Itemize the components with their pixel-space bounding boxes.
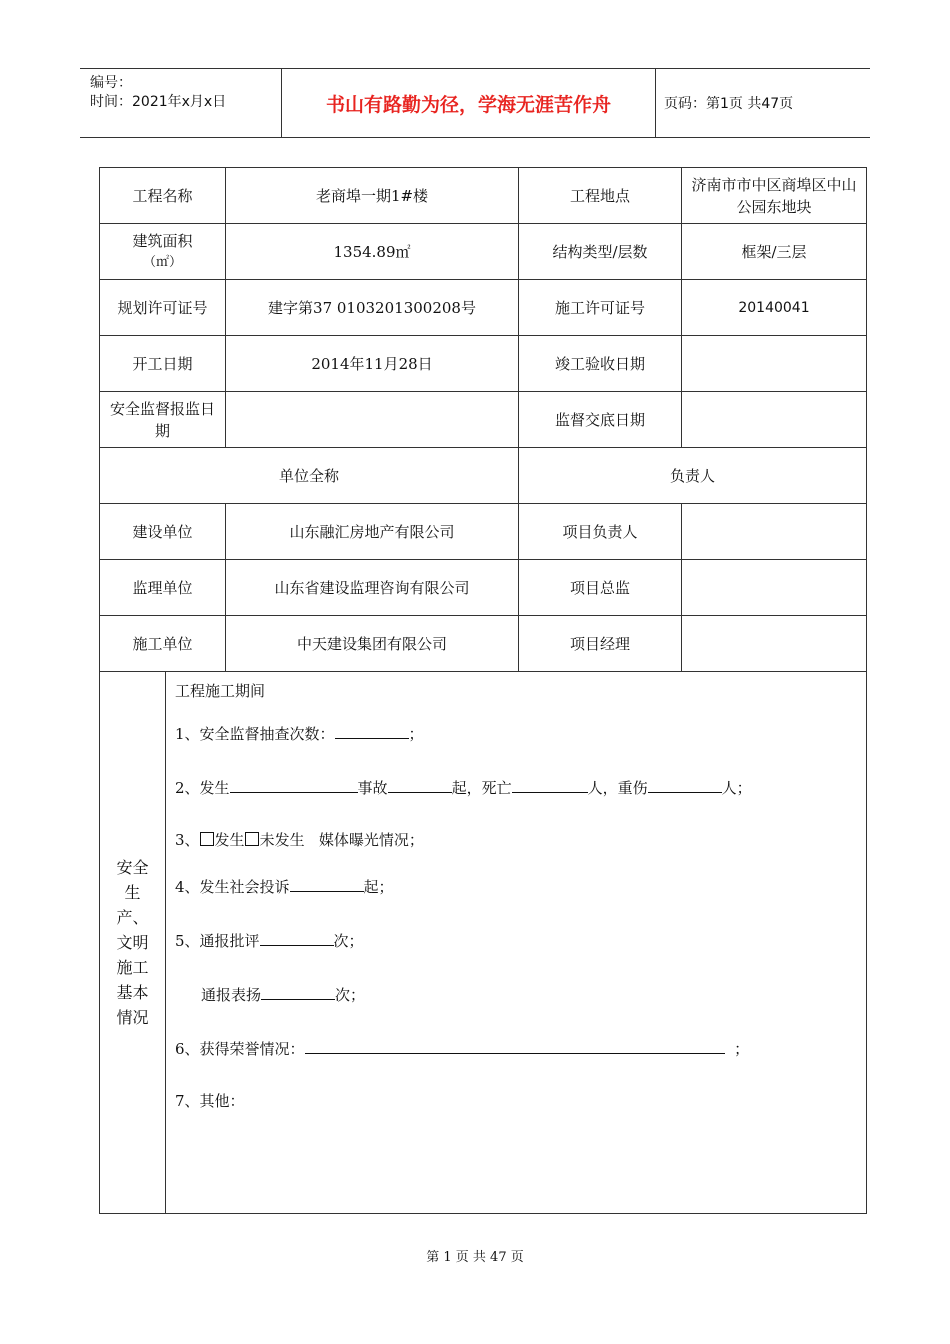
unit-name: 中天建设集团有限公司 <box>226 616 519 671</box>
side-label-line: 生 <box>124 883 141 902</box>
project-name-label: 工程名称 <box>100 168 226 223</box>
safety-content <box>166 672 866 1213</box>
item-3 <box>175 829 424 850</box>
area-unit-label: （㎡） <box>142 254 182 270</box>
item-1 <box>175 722 424 744</box>
item-1-label: 1、安全监督抽查次数： <box>175 725 335 743</box>
item-5b-label: 通报表扬 <box>201 986 262 1004</box>
item-6-end: ； <box>734 1040 750 1058</box>
item-4 <box>175 875 394 897</box>
table-row <box>100 280 866 336</box>
project-info-table <box>99 167 867 1214</box>
item-2 <box>175 776 752 798</box>
accident-type-field[interactable] <box>230 776 358 793</box>
accident-count-field[interactable] <box>388 776 452 793</box>
unit-person-role: 项目经理 <box>519 616 682 671</box>
acceptance-date-value <box>682 336 866 391</box>
table-row <box>100 392 866 448</box>
table-row <box>100 560 866 616</box>
header-motto: 书山有路勤为径，学海无涯苦作舟 <box>281 69 656 137</box>
area-value: 1354.89㎡ <box>226 224 519 279</box>
praise-count-field[interactable] <box>261 983 335 1000</box>
project-location-label: 工程地点 <box>519 168 682 223</box>
start-date-label: 开工日期 <box>100 336 226 391</box>
unit-role: 建设单位 <box>100 504 226 559</box>
table-row <box>100 224 866 280</box>
table-row <box>100 168 866 224</box>
acceptance-date-label: 竣工验收日期 <box>519 336 682 391</box>
page-footer: 第 1 页 共 47 页 <box>426 1250 524 1265</box>
honors-field[interactable] <box>305 1037 725 1054</box>
plan-permit-value: 建字第37 0103201300208号 <box>226 280 519 335</box>
area-label-cell <box>100 224 226 279</box>
not-occurred-checkbox[interactable] <box>245 832 259 846</box>
injury-count-field[interactable] <box>648 776 722 793</box>
item-5 <box>175 929 364 951</box>
supervision-briefing-value <box>682 392 866 447</box>
structure-label: 结构类型/层数 <box>519 224 682 279</box>
unit-person <box>682 560 866 615</box>
item-5b-end: 次； <box>335 986 366 1004</box>
item-1-end: ； <box>408 725 424 743</box>
structure-value: 框架/三层 <box>741 242 807 261</box>
death-count-field[interactable] <box>512 776 588 793</box>
unit-person <box>682 616 866 671</box>
criticism-count-field[interactable] <box>260 929 334 946</box>
document-time: 时间：2021年x月x日 <box>90 94 227 110</box>
unit-person-role: 项目负责人 <box>519 504 682 559</box>
document-header <box>80 68 870 138</box>
item-7-label: 7、其他： <box>175 1092 245 1110</box>
side-label-line: 基本 <box>116 983 149 1002</box>
safety-section <box>100 672 866 1213</box>
side-label-line: 安全 <box>116 858 149 877</box>
project-name-value: 老商埠一期1#楼 <box>226 168 519 223</box>
supervision-report-label: 安全监督报监日期 <box>100 392 226 447</box>
safety-side-label <box>100 672 166 1213</box>
header-page-info: 页码：第1页 共47页 <box>664 96 794 112</box>
table-row <box>100 448 866 504</box>
item-5-label: 5、通报批评 <box>175 932 260 950</box>
table-row <box>100 336 866 392</box>
plan-permit-label: 规划许可证号 <box>100 280 226 335</box>
unit-name: 山东省建设监理咨询有限公司 <box>226 560 519 615</box>
responsible-header: 负责人 <box>669 466 715 485</box>
item-3-prefix: 3、 <box>175 831 200 849</box>
supervision-briefing-label: 监督交底日期 <box>519 392 682 447</box>
item-7 <box>175 1090 245 1111</box>
period-label: 工程施工期间 <box>175 682 266 700</box>
item-5-end: 次； <box>333 932 364 950</box>
unit-fullname-header: 单位全称 <box>100 448 519 503</box>
item-6 <box>175 1037 749 1059</box>
death-label: 起，死亡 <box>451 779 512 797</box>
supervision-report-value <box>226 392 519 447</box>
project-location-value: 济南市市中区商埠区中山公园东地块 <box>691 175 857 216</box>
unit-role: 监理单位 <box>100 560 226 615</box>
occurred-checkbox[interactable] <box>200 832 214 846</box>
table-row <box>100 504 866 560</box>
document-number-label: 编号： <box>90 75 132 91</box>
inspection-count-field[interactable] <box>335 722 409 739</box>
accident-label: 事故 <box>357 779 388 797</box>
not-occurred-label: 未发生 <box>259 831 305 849</box>
injury-label: 人，重伤 <box>587 779 648 797</box>
occurred-label: 发生 <box>214 831 245 849</box>
item-2-label: 2、发生 <box>175 779 230 797</box>
side-label-line: 情况 <box>116 1008 149 1027</box>
area-label: 建筑面积 <box>132 231 193 250</box>
media-exposure-label: 媒体曝光情况； <box>318 831 424 849</box>
start-date-value: 2014年11月28日 <box>226 336 519 391</box>
side-label-line: 施工 <box>116 958 149 977</box>
table-row <box>100 616 866 672</box>
item-6-label: 6、获得荣誉情况： <box>175 1040 305 1058</box>
build-permit-label: 施工许可证号 <box>519 280 682 335</box>
item-2-end: 人； <box>721 779 752 797</box>
complaint-count-field[interactable] <box>290 875 364 892</box>
side-label-line: 文明 <box>116 933 149 952</box>
item-4-end: 起； <box>363 878 394 896</box>
unit-person-role: 项目总监 <box>519 560 682 615</box>
build-permit-value: 20140041 <box>738 299 810 316</box>
header-meta <box>80 69 281 137</box>
item-4-label: 4、发生社会投诉 <box>175 878 290 896</box>
unit-name: 山东融汇房地产有限公司 <box>226 504 519 559</box>
item-5b <box>201 983 365 1005</box>
unit-role: 施工单位 <box>100 616 226 671</box>
side-label-line: 产、 <box>116 908 149 927</box>
unit-person <box>682 504 866 559</box>
